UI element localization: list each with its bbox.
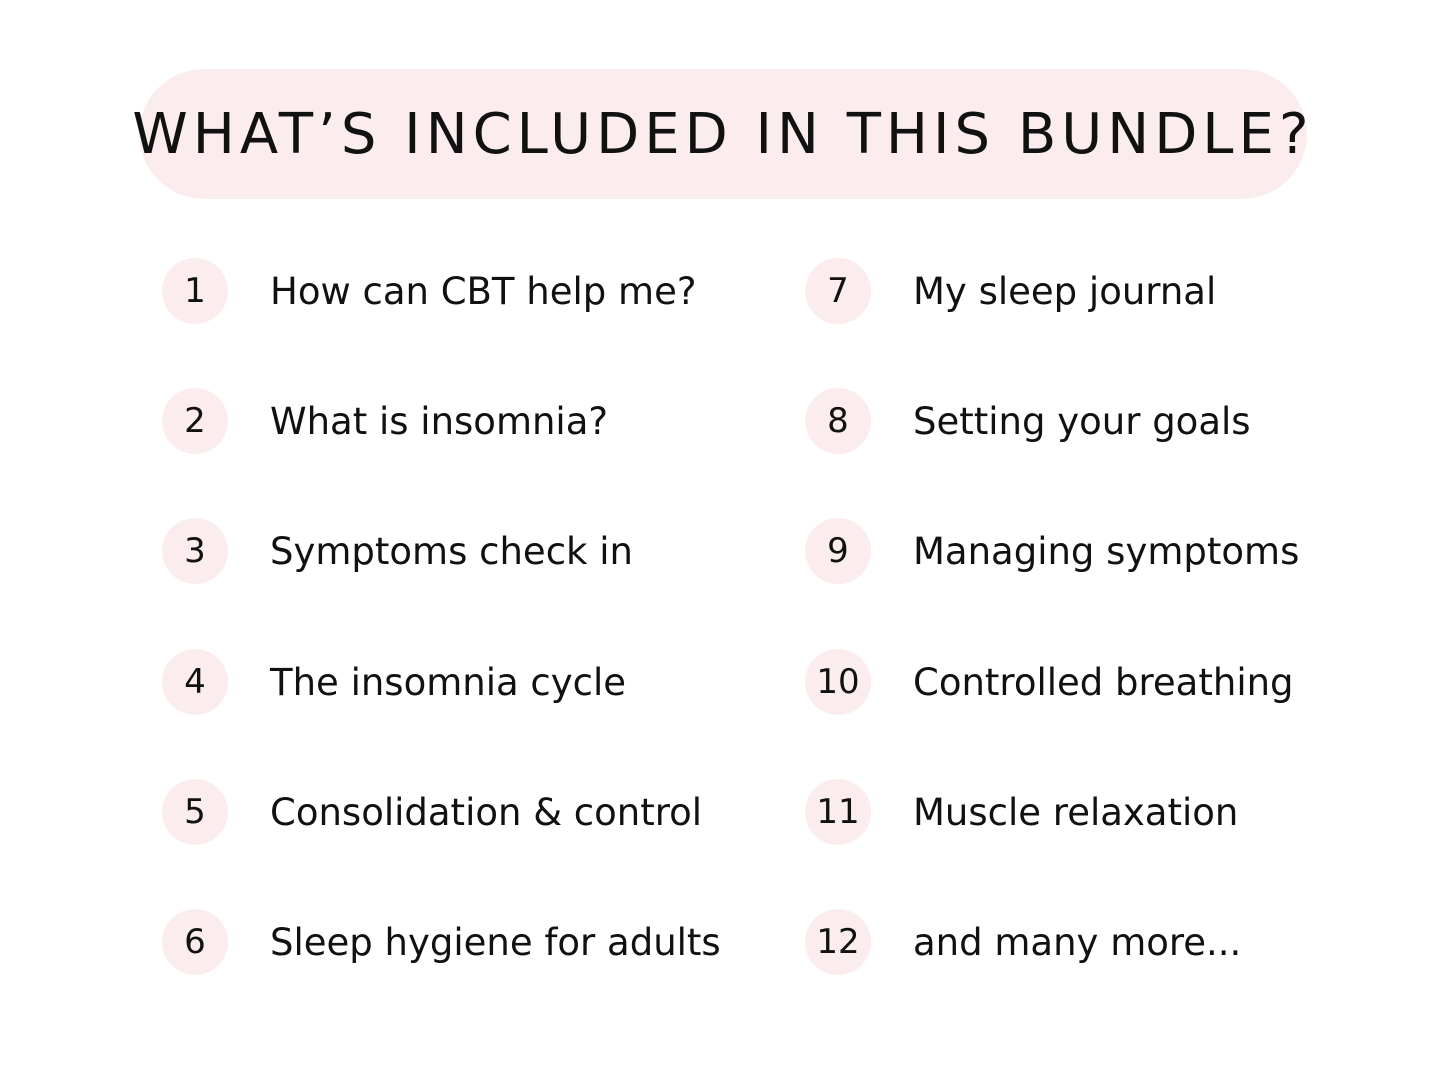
list-item: [162, 388, 608, 454]
list-item: [805, 909, 1241, 975]
list-item: [162, 649, 626, 715]
item-number-badge: 4: [162, 649, 228, 715]
item-label: Sleep hygiene for adults: [270, 920, 721, 964]
item-label: The insomnia cycle: [270, 660, 627, 704]
item-number-badge: 1: [162, 258, 228, 324]
header-banner: [132, 69, 1314, 199]
item-number-badge: 6: [162, 909, 228, 975]
item-label: Consolidation & control: [270, 790, 703, 834]
item-label: and many more...: [913, 920, 1242, 964]
item-number-badge: 2: [162, 388, 228, 454]
list-item: [805, 388, 1251, 454]
item-number-badge: 10: [805, 649, 871, 715]
item-number-badge: 5: [162, 779, 228, 845]
list-item: [162, 518, 633, 584]
list-item: [805, 258, 1216, 324]
list-item: [805, 518, 1299, 584]
item-number-badge: 12: [805, 909, 871, 975]
item-number-badge: 11: [805, 779, 871, 845]
item-label: Symptoms check in: [270, 529, 633, 573]
item-number-badge: 8: [805, 388, 871, 454]
list-item: [805, 779, 1238, 845]
page-title: WHAT’S INCLUDED IN THIS BUNDLE?: [132, 101, 1314, 167]
list-item: [162, 909, 721, 975]
item-label: My sleep journal: [913, 269, 1217, 313]
item-number-badge: 7: [805, 258, 871, 324]
item-label: Controlled breathing: [913, 660, 1294, 704]
list-item: [162, 779, 702, 845]
item-label: Muscle relaxation: [913, 790, 1239, 834]
item-label: Managing symptoms: [913, 529, 1300, 573]
item-label: Setting your goals: [913, 399, 1251, 443]
list-item: [162, 258, 696, 324]
item-label: How can CBT help me?: [270, 269, 697, 313]
item-number-badge: 3: [162, 518, 228, 584]
item-number-badge: 9: [805, 518, 871, 584]
item-label: What is insomnia?: [270, 399, 609, 443]
list-item: [805, 649, 1294, 715]
